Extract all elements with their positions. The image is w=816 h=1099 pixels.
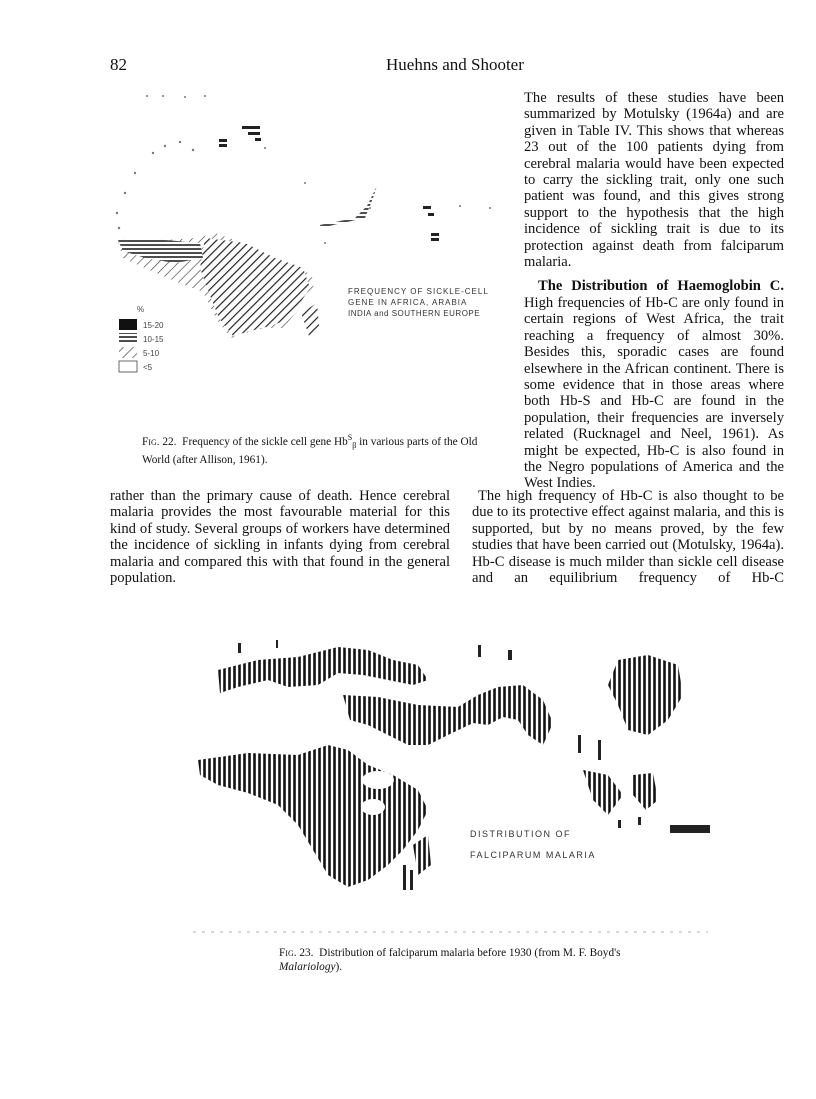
running-head: Huehns and Shooter: [386, 55, 524, 74]
map-asia-region: [608, 655, 683, 735]
left-column-bottom-text: rather than the primary cause of death. Hence cerebral malaria provides the most favourable material for this kind of study. Several groups of workers have determined the incidence of sickling in infants dying from cerebral malaria and compared this with that found in the general population.: [110, 488, 450, 587]
hbc-heading: The Distribution of Haemoglobin C.: [538, 278, 784, 295]
legend-label-lt5: <5: [143, 363, 153, 372]
map22-label-line2: GENE IN AFRICA, ARABIA: [348, 298, 468, 307]
map-philippines-region: [633, 773, 658, 810]
fig22-caption-super: S: [347, 433, 353, 442]
map-arabia-region: [320, 186, 377, 228]
figure-22-caption: [142, 431, 478, 467]
right-column-bottom-text: The high frequency of Hb-C is also thought to be due to its protective effect against malaria, and this is supported, but by no means proved, by the few studies that have been carried out (Motulsky, 1964a). Hb-C disease is much milder than sickle cell disease and an equilibrium frequency of Hb-C: [472, 488, 784, 587]
legend-label-10-15: 10-15: [143, 335, 164, 344]
figure-22-map: [105, 88, 505, 418]
legend-swatch-10-15: [119, 333, 137, 344]
fig22-caption-rest: in various parts of the Old World (after Allison, 1961).: [142, 435, 478, 467]
fig22-label: Fig. 22.: [142, 435, 177, 448]
fig23-label: Fig. 23.: [279, 947, 314, 959]
legend-swatch-15-20: [119, 319, 137, 330]
page-number: 82: [110, 55, 127, 74]
right-column-top: [524, 90, 784, 492]
fig22-caption-text: Frequency of the sickle cell gene Hb: [182, 435, 348, 448]
map-coast-dots: [116, 95, 491, 244]
fig23-caption-italic: Malariology: [279, 961, 336, 973]
map-gap-1: [362, 771, 394, 789]
map-europe-region: [218, 647, 428, 693]
legend-swatch-lt5: [119, 361, 137, 372]
legend-swatch-5-10: [119, 347, 137, 358]
map22-label-line1: FREQUENCY OF SICKLE-CELL: [348, 287, 489, 296]
map-madagascar: [413, 835, 431, 875]
map-gap-2: [361, 799, 385, 815]
figure-23-map: [178, 625, 718, 935]
fig22-caption-sub: β: [352, 441, 357, 451]
hbc-paragraph: [524, 278, 784, 491]
map-indonesia-region: [583, 770, 623, 815]
map23-label-line2: FALCIPARUM MALARIA: [470, 850, 596, 860]
map23-label-line1: DISTRIBUTION OF: [470, 829, 571, 839]
hbc-body: High frequencies of Hb-C are only found in certain regions of West Africa, the trait reaching a frequency of almost 30%. Besides this, sporadic cases are found elsewhere in the African continent. There is some evidence that in those areas where both Hb-S and Hb-C are found in the population, their frequencies are inversely related (Rucknagel and Neel, 1961). As might be expected, Hb-C is also found in the Negro populations of America and the West Indies.: [524, 294, 784, 492]
map-central-africa-dense: [200, 238, 310, 336]
results-paragraph: The results of these studies have been summarized by Motulsky (1964a) and are given in Table IV. This shows that whereas 23 out of the 100 patients dying from cerebral malaria would have been expected to carry the sickling trait, only one such patient was found, and this gives strong support to the hypothesis that the high incidence of sickling trait is due to its protection against death from falciparum malaria.: [524, 90, 784, 271]
legend-label-15-20: 15-20: [143, 321, 164, 330]
figure-23-caption: [279, 946, 639, 974]
map-africa-region: [198, 745, 428, 887]
fig23-caption-text: Distribution of falciparum malaria before 1930 (from M. F. Boyd's: [319, 947, 621, 959]
legend-label-5-10: 5-10: [143, 349, 160, 358]
map-mideast-region: [343, 685, 553, 745]
map22-label-line3: INDIA and SOUTHERN EUROPE: [348, 309, 481, 318]
legend-title: %: [137, 305, 145, 314]
map-madagascar: [301, 303, 319, 336]
fig23-caption-end: ).: [335, 961, 343, 973]
